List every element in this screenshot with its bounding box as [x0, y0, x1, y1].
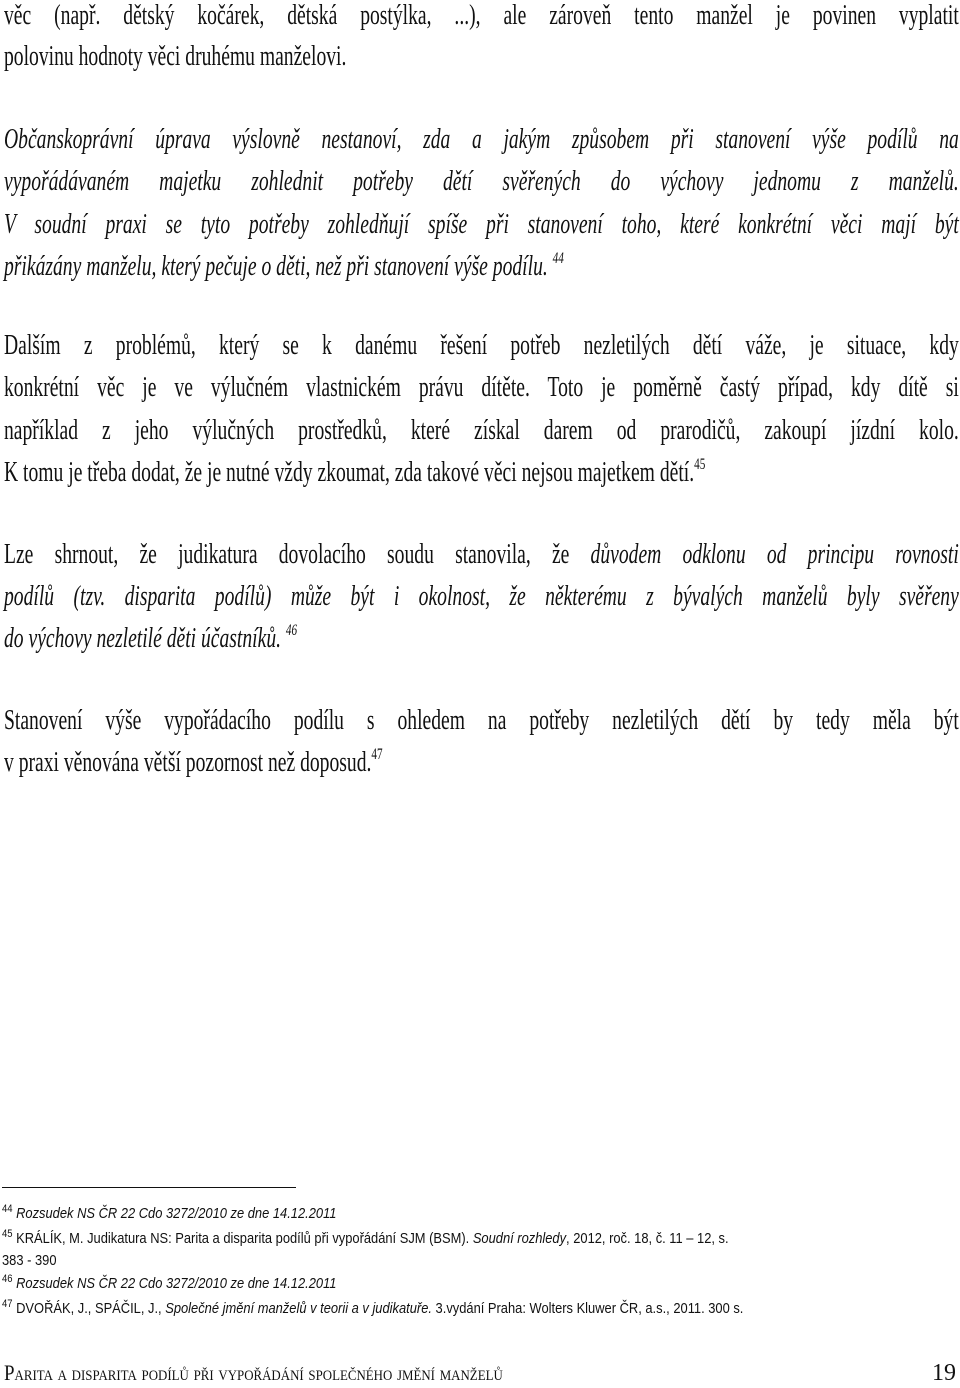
text-line: [4, 330, 959, 362]
text-run: K tomu je třeba dodat, že je nutné vždy zkoumat, zda takové věci nejsou majetkem dětí.: [4, 457, 695, 488]
text-run: 3.vydání Praha: Wolters Kluwer ČR, a.s., 2011. 300 s.: [431, 1300, 744, 1317]
text-line: [4, 415, 959, 447]
footnote-ref: 47: [2, 1298, 13, 1310]
text-line: [4, 41, 959, 73]
text-run: v praxi věnována větší pozornost než doposud.: [4, 747, 372, 778]
footnote-ref: 46: [285, 622, 298, 639]
footnote-ref: 45: [694, 456, 706, 473]
text-run: přikázány manželu, který pečuje o děti, než při stanovení výše podílu.: [4, 251, 553, 282]
footnote: [2, 1252, 57, 1270]
text-run: Soudní rozhledy: [472, 1230, 567, 1247]
text-run: podílů (tzv. disparita podílů) může být i okolnost, že některému z bývalých manželů byly svěřeny: [4, 581, 959, 612]
footnote-ref: 44: [552, 250, 564, 267]
text-line: [4, 539, 959, 571]
text-run: polovinu hodnoty věci druhému manželovi.: [4, 41, 347, 72]
footnote-ref: 46: [2, 1273, 13, 1285]
text-line: [4, 705, 959, 737]
page-number: 19: [932, 1360, 956, 1386]
text-run: věc (např. dětský kočárek, dětská postýlka, ...), ale zároveň tento manžel je povinen vyplatit: [4, 0, 959, 31]
footnote: [2, 1275, 336, 1293]
text-run: KRÁLÍK, M. Judikatura NS: Parita a disparita podílů při vypořádání SJM (BSM).: [12, 1230, 473, 1247]
text-line: [4, 251, 959, 283]
text-run: Občanskoprávní úprava výslovně nestanoví, zda a jakým způsobem při stanovení výše podílů na: [4, 124, 959, 155]
text-run: Rozsudek NS ČR 22 Cdo 3272/2010 ze dne 14.12.2011: [12, 1205, 337, 1222]
text-run: Dalším z problémů, který se k danému řešení potřeb nezletilých dětí váže, je situace, kdy: [4, 330, 959, 361]
text-line: [4, 581, 959, 613]
footnote: [2, 1230, 729, 1248]
text-line: [4, 124, 959, 156]
footnote-ref: 44: [2, 1203, 13, 1215]
footnote: [2, 1300, 743, 1318]
text-run: , 2012, roč. 18, č. 11 – 12, s.: [566, 1230, 729, 1247]
footnote-separator: [2, 1187, 296, 1188]
page-footer: [4, 1360, 956, 1386]
text-run: do výchovy nezletilé děti účastníků.: [4, 623, 286, 654]
text-line: [4, 372, 959, 404]
footnote-ref: 45: [2, 1228, 13, 1240]
text-line: [4, 747, 959, 779]
text-run: vypořádávaném majetku zohlednit potřeby dětí svěřených do výchovy jednomu z manželů.: [4, 166, 959, 197]
text-line: [4, 166, 959, 198]
text-run: DVOŘÁK, J., SPÁČIL, J.,: [12, 1300, 166, 1317]
text-run: 383 - 390: [2, 1252, 57, 1269]
text-run: konkrétní věc je ve výlučném vlastnickém právu dítěte. Toto je poměrně častý případ, kdy dítě si: [4, 372, 959, 403]
text-run: Rozsudek NS ČR 22 Cdo 3272/2010 ze dne 14.12.2011: [12, 1275, 337, 1292]
text-run: například z jeho výlučných prostředků, které získal darem od prarodičů, zakoupí jízdní kolo.: [4, 415, 959, 446]
text-line: [4, 0, 959, 32]
text-run: důvodem odklonu od principu rovnosti: [590, 539, 959, 570]
text-run: Lze shrnout, že judikatura dovolacího soudu stanovila, že: [4, 539, 591, 570]
text-line: [4, 209, 959, 241]
footnote: [2, 1205, 336, 1223]
text-line: [4, 457, 959, 489]
footer-title: Parita a disparita podílů při vypořádání společného jmění manželů: [4, 1360, 503, 1385]
text-line: [4, 623, 959, 655]
footnote-ref: 47: [371, 746, 383, 763]
text-run: Společné jmění manželů v teorii a v judikatuře.: [165, 1300, 432, 1317]
text-run: Stanovení výše vypořádacího podílu s ohledem na potřeby nezletilých dětí by tedy měla být: [4, 705, 959, 736]
text-run: V soudní praxi se tyto potřeby zohledňují spíše při stanovení toho, které konkrétní věci mají být: [4, 209, 959, 240]
